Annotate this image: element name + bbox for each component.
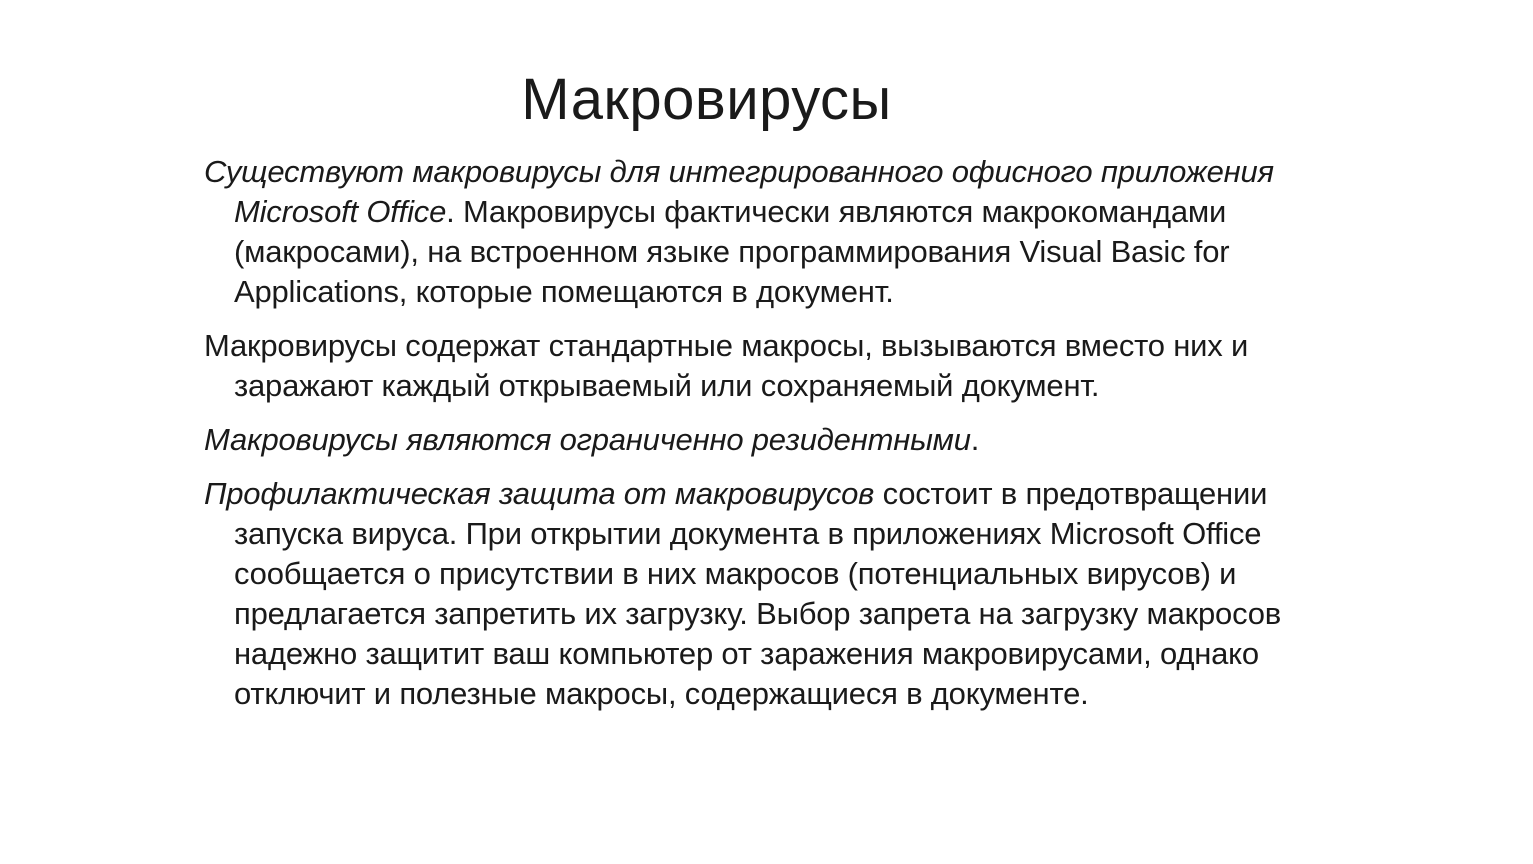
paragraph-3 [204, 420, 1324, 460]
paragraph-4 [204, 474, 1324, 714]
slide-body [204, 152, 1324, 728]
paragraph-3-italic-lead: Макровирусы являются ограниченно резидентными [204, 422, 971, 457]
paragraph-4-rest: сообщается о присутствии в них макросов (потенциальных вирусов) и предлагается запретить их загрузку. Выбор запрета на загрузку макросов надежно защитит ваш компьютер от заражения макровирусами, однако отключит и полезные макросы, содержащиеся в документе. [234, 556, 1282, 711]
slide-title: Макровирусы [521, 67, 892, 132]
paragraph-3-rest: . [970, 422, 980, 457]
paragraph-4-mid: состоит в предотвращении запуска вируса. При открытии документа в приложениях [234, 476, 1268, 551]
paragraph-4-italic-lead: Профилактическая защита от макровирусов [204, 476, 875, 511]
paragraph-1 [204, 152, 1324, 312]
paragraph-2 [204, 326, 1324, 406]
paragraph-4-brand: Microsoft Office [1049, 516, 1262, 551]
paragraph-1-brand: Microsoft Office [234, 194, 447, 229]
paragraph-1-rest: . Макровирусы фактически являются макрокомандами (макросами), на встроенном языке программирования Visual Basic for Applications, которые помещаются в документ. [234, 194, 1230, 309]
paragraph-2-text: Макровирусы содержат стандартные макросы, вызываются вместо них и заражают каждый открываемый или сохраняемый документ. [204, 328, 1249, 403]
paragraph-1-italic-lead: Существуют макровирусы для интегрированного офисного приложения [204, 154, 1274, 189]
